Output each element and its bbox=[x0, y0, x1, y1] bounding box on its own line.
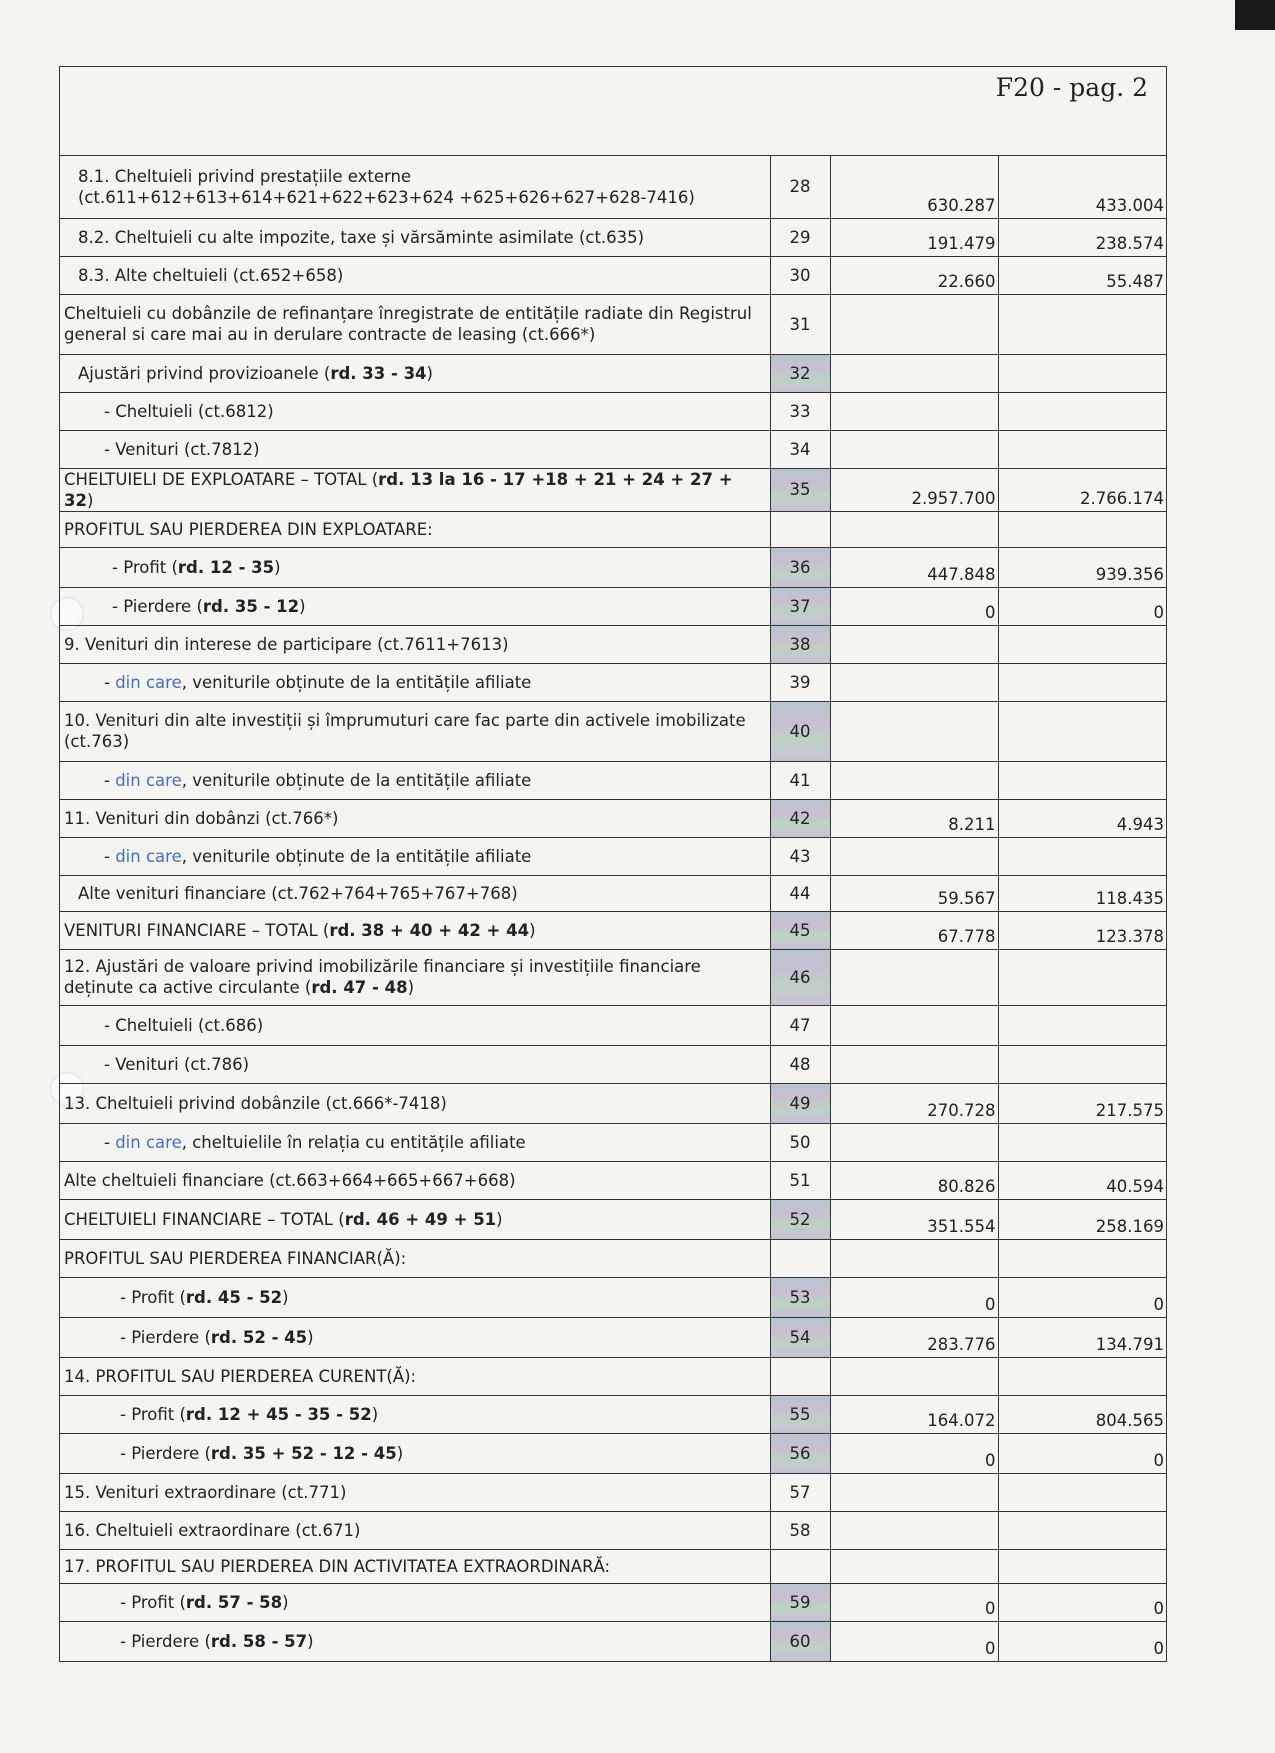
page-label: F20 - pag. 2 bbox=[995, 73, 1148, 102]
description-text: CHELTUIELI FINANCIARE – TOTAL ( bbox=[64, 1209, 345, 1229]
row-description bbox=[60, 701, 770, 761]
page-edge bbox=[1235, 0, 1275, 30]
formula-reference: rd. 35 - 12 bbox=[202, 596, 300, 616]
value-current-period: 134.791 bbox=[998, 1317, 1166, 1357]
value-previous-period: 22.660 bbox=[830, 256, 998, 294]
description-text: Ajustări privind provizioanele ( bbox=[78, 363, 331, 383]
value-previous-period: 59.567 bbox=[830, 875, 998, 911]
value-current-period bbox=[998, 1511, 1166, 1549]
row-number: 29 bbox=[770, 218, 830, 256]
value-previous-period: 67.778 bbox=[830, 911, 998, 949]
description-text: 8.2. Cheltuieli cu alte impozite, taxe și vărsăminte asimilate (ct.635) bbox=[78, 227, 645, 247]
table-row bbox=[60, 256, 1166, 294]
row-description bbox=[60, 1511, 770, 1549]
description-tail: ) bbox=[426, 363, 433, 383]
table-row bbox=[60, 1549, 1166, 1583]
value-previous-period: 8.211 bbox=[830, 799, 998, 837]
description-text: Cheltuieli cu dobânzile de refinanțare înregistrate de entitățile radiate din Registrul general si care mai au in derulare contracte de leasing (ct.666*) bbox=[64, 304, 752, 344]
description-highlight: din care bbox=[115, 846, 182, 866]
row-number: 46 bbox=[770, 949, 830, 1005]
row-description bbox=[60, 761, 770, 799]
table-row bbox=[60, 799, 1166, 837]
row-description bbox=[60, 1123, 770, 1161]
table-row bbox=[60, 1433, 1166, 1473]
table-row bbox=[60, 1199, 1166, 1239]
table-row bbox=[60, 1083, 1166, 1123]
value-current-period: 0 bbox=[998, 1583, 1166, 1621]
value-previous-period bbox=[830, 949, 998, 1005]
formula-reference: rd. 45 - 52 bbox=[185, 1287, 283, 1307]
description-text: 13. Cheltuieli privind dobânzile (ct.666*-7418) bbox=[64, 1093, 447, 1113]
table-row bbox=[60, 1511, 1166, 1549]
table-row bbox=[60, 294, 1166, 354]
value-previous-period: 0 bbox=[830, 1277, 998, 1317]
value-current-period bbox=[998, 1239, 1166, 1277]
description-text: 8.1. Cheltuieli privind prestațiile externe (ct.611+612+613+614+621+622+623+624 +625+626+627+628-7416) bbox=[78, 166, 695, 207]
row-description bbox=[60, 1005, 770, 1045]
row-number bbox=[770, 1239, 830, 1277]
value-previous-period: 0 bbox=[830, 1433, 998, 1473]
value-previous-period bbox=[830, 1005, 998, 1045]
table-row bbox=[60, 354, 1166, 392]
description-text: - Pierdere ( bbox=[112, 596, 203, 616]
value-current-period: 0 bbox=[998, 1277, 1166, 1317]
formula-reference: rd. 58 - 57 bbox=[210, 1631, 308, 1651]
row-number: 39 bbox=[770, 663, 830, 701]
formula-reference: rd. 35 + 52 - 12 - 45 bbox=[210, 1443, 397, 1463]
row-description bbox=[60, 392, 770, 430]
value-previous-period bbox=[830, 761, 998, 799]
value-previous-period bbox=[830, 392, 998, 430]
table-row bbox=[60, 430, 1166, 468]
row-description bbox=[60, 875, 770, 911]
description-highlight: din care bbox=[115, 672, 182, 692]
value-current-period bbox=[998, 294, 1166, 354]
row-number: 60 bbox=[770, 1621, 830, 1661]
value-previous-period bbox=[830, 354, 998, 392]
description-tail: ) bbox=[307, 1327, 314, 1347]
value-previous-period: 270.728 bbox=[830, 1083, 998, 1123]
row-number: 44 bbox=[770, 875, 830, 911]
description-tail: ) bbox=[274, 557, 281, 577]
description-text: - Profit ( bbox=[120, 1287, 186, 1307]
table-row bbox=[60, 1473, 1166, 1511]
formula-reference: rd. 57 - 58 bbox=[185, 1592, 283, 1612]
formula-reference: rd. 12 + 45 - 35 - 52 bbox=[185, 1404, 372, 1424]
value-previous-period bbox=[830, 1511, 998, 1549]
description-text: 12. Ajustări de valoare privind imobilizările financiare și investițiile financiare deținute ca active circulante ( bbox=[64, 957, 701, 997]
row-number: 54 bbox=[770, 1317, 830, 1357]
row-number: 43 bbox=[770, 837, 830, 875]
description-text: - Pierdere ( bbox=[120, 1327, 211, 1347]
value-previous-period: 0 bbox=[830, 1621, 998, 1661]
row-description bbox=[60, 1433, 770, 1473]
description-text-continued: , veniturile obținute de la entitățile afiliate bbox=[181, 672, 532, 692]
formula-reference: rd. 52 - 45 bbox=[210, 1327, 308, 1347]
description-text: Alte cheltuieli financiare (ct.663+664+665+667+668) bbox=[64, 1170, 516, 1190]
value-current-period bbox=[998, 1005, 1166, 1045]
value-current-period bbox=[998, 430, 1166, 468]
description-tail: ) bbox=[396, 1443, 404, 1463]
value-previous-period bbox=[830, 294, 998, 354]
description-text: - bbox=[104, 672, 116, 692]
row-description bbox=[60, 1239, 770, 1277]
description-text: - Profit ( bbox=[112, 557, 178, 577]
row-number: 34 bbox=[770, 430, 830, 468]
formula-reference: rd. 46 + 49 + 51 bbox=[344, 1209, 497, 1229]
row-description bbox=[60, 1045, 770, 1083]
row-description bbox=[60, 1161, 770, 1199]
description-tail: ) bbox=[282, 1592, 289, 1612]
row-number bbox=[770, 511, 830, 547]
value-previous-period bbox=[830, 430, 998, 468]
table-row bbox=[60, 1395, 1166, 1433]
value-current-period bbox=[998, 761, 1166, 799]
table-row bbox=[60, 156, 1166, 218]
table-row bbox=[60, 511, 1166, 547]
row-description bbox=[60, 911, 770, 949]
row-number: 40 bbox=[770, 701, 830, 761]
value-current-period: 0 bbox=[998, 1621, 1166, 1661]
description-text: - Pierdere ( bbox=[120, 1631, 211, 1651]
description-text: 10. Venituri din alte investiții și împrumuturi care fac parte din activele imobilizate (ct.763) bbox=[64, 711, 746, 751]
value-current-period: 55.487 bbox=[998, 256, 1166, 294]
value-current-period bbox=[998, 837, 1166, 875]
description-text: 15. Venituri extraordinare (ct.771) bbox=[64, 1482, 347, 1502]
description-text: 8.3. Alte cheltuieli (ct.652+658) bbox=[78, 265, 344, 285]
description-text: - Venituri (ct.786) bbox=[104, 1054, 250, 1074]
value-current-period: 0 bbox=[998, 587, 1166, 625]
description-text: VENITURI FINANCIARE – TOTAL ( bbox=[64, 920, 330, 940]
value-previous-period: 164.072 bbox=[830, 1395, 998, 1433]
table-row bbox=[60, 1357, 1166, 1395]
row-description bbox=[60, 511, 770, 547]
table-row bbox=[60, 547, 1166, 587]
description-text: - bbox=[104, 770, 116, 790]
value-previous-period: 630.287 bbox=[830, 156, 998, 218]
table-row bbox=[60, 875, 1166, 911]
row-number: 49 bbox=[770, 1083, 830, 1123]
description-tail: ) bbox=[299, 596, 306, 616]
description-text: - Profit ( bbox=[120, 1592, 186, 1612]
row-description bbox=[60, 1473, 770, 1511]
value-current-period: 939.356 bbox=[998, 547, 1166, 587]
row-description bbox=[60, 625, 770, 663]
value-current-period bbox=[998, 625, 1166, 663]
value-previous-period bbox=[830, 663, 998, 701]
value-current-period bbox=[998, 1473, 1166, 1511]
description-tail: ) bbox=[307, 1631, 314, 1651]
value-previous-period bbox=[830, 511, 998, 547]
row-description bbox=[60, 837, 770, 875]
row-description bbox=[60, 354, 770, 392]
description-highlight: din care bbox=[115, 770, 182, 790]
value-current-period bbox=[998, 663, 1166, 701]
value-current-period: 123.378 bbox=[998, 911, 1166, 949]
description-highlight: din care bbox=[115, 1132, 182, 1152]
value-previous-period bbox=[830, 701, 998, 761]
row-description bbox=[60, 1317, 770, 1357]
row-description bbox=[60, 1395, 770, 1433]
value-previous-period: 80.826 bbox=[830, 1161, 998, 1199]
row-number: 52 bbox=[770, 1199, 830, 1239]
row-number: 47 bbox=[770, 1005, 830, 1045]
row-description bbox=[60, 1549, 770, 1583]
value-current-period bbox=[998, 1549, 1166, 1583]
value-current-period bbox=[998, 392, 1166, 430]
description-tail: ) bbox=[282, 1287, 289, 1307]
table-row bbox=[60, 1123, 1166, 1161]
value-previous-period bbox=[830, 1045, 998, 1083]
row-description bbox=[60, 294, 770, 354]
value-previous-period bbox=[830, 1473, 998, 1511]
value-previous-period: 191.479 bbox=[830, 218, 998, 256]
formula-reference: rd. 33 - 34 bbox=[330, 363, 427, 383]
value-current-period: 0 bbox=[998, 1433, 1166, 1473]
row-description bbox=[60, 1199, 770, 1239]
value-current-period: 217.575 bbox=[998, 1083, 1166, 1123]
row-number: 28 bbox=[770, 156, 830, 218]
table-row bbox=[60, 911, 1166, 949]
row-description bbox=[60, 1277, 770, 1317]
table-row bbox=[60, 587, 1166, 625]
row-number bbox=[770, 1357, 830, 1395]
row-number: 32 bbox=[770, 354, 830, 392]
description-text: - bbox=[104, 846, 116, 866]
description-text: - Cheltuieli (ct.686) bbox=[104, 1015, 264, 1035]
value-current-period bbox=[998, 701, 1166, 761]
row-description bbox=[60, 1357, 770, 1395]
table-row bbox=[60, 1005, 1166, 1045]
description-text: - bbox=[104, 1132, 116, 1152]
formula-reference: rd. 12 - 35 bbox=[177, 557, 275, 577]
row-number: 38 bbox=[770, 625, 830, 663]
value-previous-period: 0 bbox=[830, 1583, 998, 1621]
row-number: 36 bbox=[770, 547, 830, 587]
description-tail: ) bbox=[407, 978, 415, 997]
row-number: 31 bbox=[770, 294, 830, 354]
value-current-period bbox=[998, 949, 1166, 1005]
value-previous-period: 447.848 bbox=[830, 547, 998, 587]
row-number: 33 bbox=[770, 392, 830, 430]
description-tail: ) bbox=[86, 490, 94, 510]
table-row bbox=[60, 1317, 1166, 1357]
profit-loss-table bbox=[60, 156, 1166, 1661]
value-current-period: 118.435 bbox=[998, 875, 1166, 911]
table-row bbox=[60, 625, 1166, 663]
row-description bbox=[60, 156, 770, 218]
form-header bbox=[60, 67, 1166, 156]
row-number: 42 bbox=[770, 799, 830, 837]
value-current-period bbox=[998, 1123, 1166, 1161]
value-previous-period: 351.554 bbox=[830, 1199, 998, 1239]
description-text-continued: , veniturile obținute de la entitățile afiliate bbox=[181, 846, 532, 866]
row-number: 30 bbox=[770, 256, 830, 294]
row-number: 48 bbox=[770, 1045, 830, 1083]
value-current-period: 433.004 bbox=[998, 156, 1166, 218]
table-row bbox=[60, 837, 1166, 875]
row-number: 35 bbox=[770, 468, 830, 511]
description-text: 17. PROFITUL SAU PIERDEREA DIN ACTIVITATEA EXTRAORDINARĂ: bbox=[64, 1556, 611, 1576]
description-text: - Pierdere ( bbox=[120, 1443, 211, 1463]
description-text: 16. Cheltuieli extraordinare (ct.671) bbox=[64, 1520, 361, 1540]
description-text: Alte venituri financiare (ct.762+764+765+767+768) bbox=[78, 883, 518, 903]
description-text: CHELTUIELI DE EXPLOATARE – TOTAL ( bbox=[64, 469, 379, 489]
table-row bbox=[60, 468, 1166, 511]
value-current-period bbox=[998, 511, 1166, 547]
row-number: 41 bbox=[770, 761, 830, 799]
description-tail: ) bbox=[529, 920, 536, 940]
row-description bbox=[60, 1621, 770, 1661]
table-row bbox=[60, 1583, 1166, 1621]
row-description bbox=[60, 1083, 770, 1123]
value-current-period: 2.766.174 bbox=[998, 468, 1166, 511]
table-row bbox=[60, 1277, 1166, 1317]
table-row bbox=[60, 392, 1166, 430]
value-current-period bbox=[998, 354, 1166, 392]
row-number: 50 bbox=[770, 1123, 830, 1161]
row-number: 53 bbox=[770, 1277, 830, 1317]
value-previous-period bbox=[830, 1549, 998, 1583]
row-description bbox=[60, 256, 770, 294]
row-number bbox=[770, 1549, 830, 1583]
row-description bbox=[60, 430, 770, 468]
table-row bbox=[60, 1161, 1166, 1199]
formula-reference: rd. 47 - 48 bbox=[311, 978, 408, 997]
value-previous-period bbox=[830, 1357, 998, 1395]
row-description bbox=[60, 1583, 770, 1621]
table-row bbox=[60, 1621, 1166, 1661]
table-body bbox=[60, 156, 1166, 1661]
table-row bbox=[60, 701, 1166, 761]
row-number: 51 bbox=[770, 1161, 830, 1199]
value-current-period: 258.169 bbox=[998, 1199, 1166, 1239]
row-number: 59 bbox=[770, 1583, 830, 1621]
description-text: - Venituri (ct.7812) bbox=[104, 439, 260, 459]
value-previous-period bbox=[830, 837, 998, 875]
description-text: - Cheltuieli (ct.6812) bbox=[104, 401, 274, 421]
row-description bbox=[60, 547, 770, 587]
description-text: - Profit ( bbox=[120, 1404, 186, 1424]
description-text: 14. PROFITUL SAU PIERDEREA CURENT(Ă): bbox=[64, 1366, 417, 1386]
value-previous-period bbox=[830, 1239, 998, 1277]
value-current-period: 40.594 bbox=[998, 1161, 1166, 1199]
table-row bbox=[60, 663, 1166, 701]
table-row bbox=[60, 1239, 1166, 1277]
value-current-period bbox=[998, 1357, 1166, 1395]
row-number: 37 bbox=[770, 587, 830, 625]
value-current-period bbox=[998, 1045, 1166, 1083]
row-description bbox=[60, 949, 770, 1005]
description-tail: ) bbox=[371, 1404, 379, 1424]
description-tail: ) bbox=[496, 1209, 503, 1229]
row-number: 45 bbox=[770, 911, 830, 949]
row-description bbox=[60, 218, 770, 256]
value-current-period: 4.943 bbox=[998, 799, 1166, 837]
value-previous-period bbox=[830, 1123, 998, 1161]
table-row bbox=[60, 761, 1166, 799]
value-previous-period: 0 bbox=[830, 587, 998, 625]
table-row bbox=[60, 218, 1166, 256]
value-previous-period: 283.776 bbox=[830, 1317, 998, 1357]
value-previous-period bbox=[830, 625, 998, 663]
formula-reference: rd. 13 la 16 - 17 +18 + 21 + 24 + 27 + 32 bbox=[64, 469, 733, 510]
description-text: 11. Venituri din dobânzi (ct.766*) bbox=[64, 808, 339, 828]
row-number: 56 bbox=[770, 1433, 830, 1473]
description-text: PROFITUL SAU PIERDEREA DIN EXPLOATARE: bbox=[64, 519, 433, 539]
financial-statement-form bbox=[59, 66, 1167, 1662]
value-current-period: 238.574 bbox=[998, 218, 1166, 256]
formula-reference: rd. 38 + 40 + 42 + 44 bbox=[329, 920, 530, 940]
description-text-continued: , cheltuielile în relația cu entitățile afiliate bbox=[181, 1132, 526, 1152]
table-row bbox=[60, 949, 1166, 1005]
row-number: 57 bbox=[770, 1473, 830, 1511]
row-description bbox=[60, 799, 770, 837]
description-text: 9. Venituri din interese de participare (ct.7611+7613) bbox=[64, 634, 509, 654]
row-number: 58 bbox=[770, 1511, 830, 1549]
row-description bbox=[60, 663, 770, 701]
value-previous-period: 2.957.700 bbox=[830, 468, 998, 511]
value-current-period: 804.565 bbox=[998, 1395, 1166, 1433]
row-description bbox=[60, 587, 770, 625]
description-text: PROFITUL SAU PIERDEREA FINANCIAR(Ă): bbox=[64, 1248, 407, 1268]
row-description bbox=[60, 468, 770, 511]
row-number: 55 bbox=[770, 1395, 830, 1433]
table-row bbox=[60, 1045, 1166, 1083]
description-text-continued: , veniturile obținute de la entitățile afiliate bbox=[181, 770, 532, 790]
